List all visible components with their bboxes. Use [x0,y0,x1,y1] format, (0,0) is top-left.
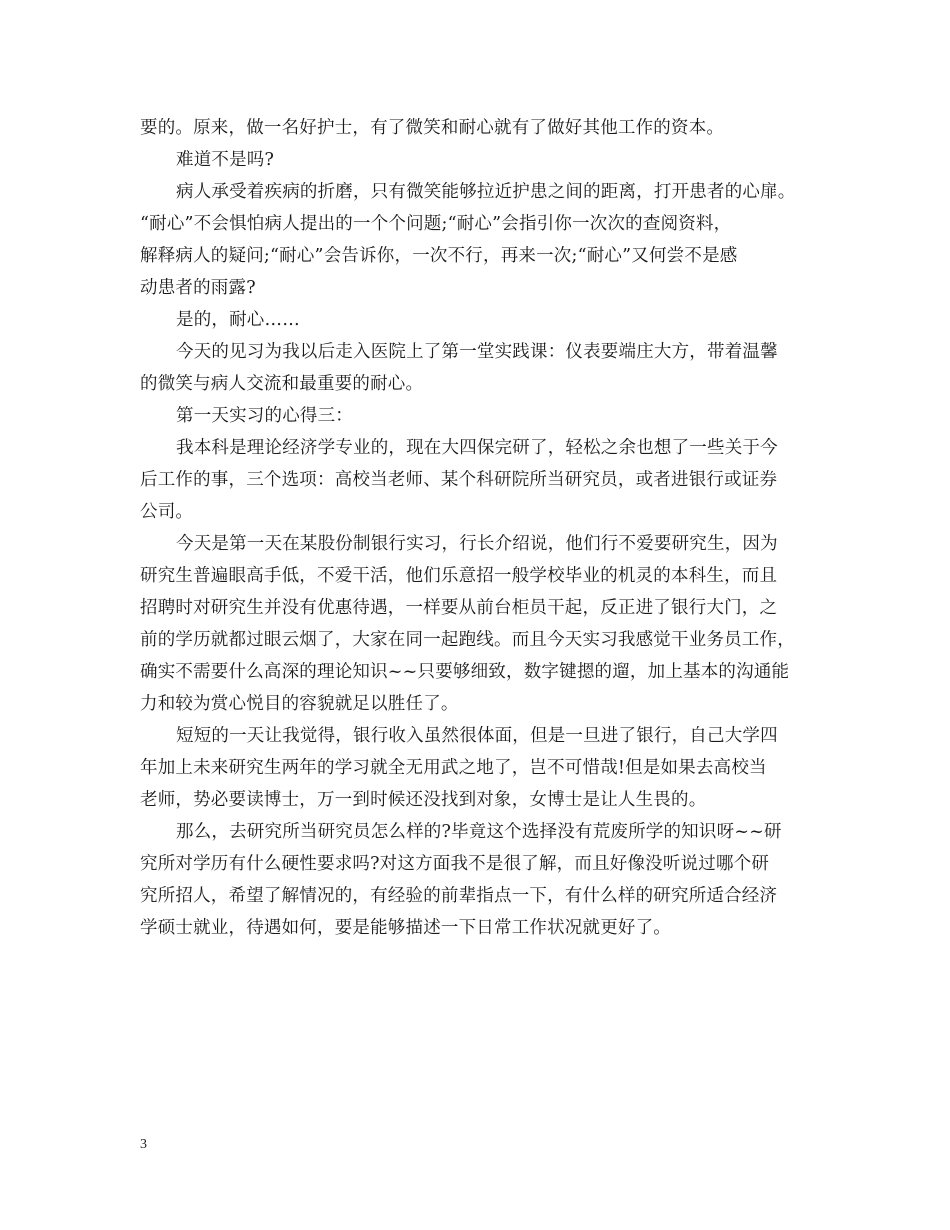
text-line: 力和较为赏心悦目的容貌就足以胜任了。 [140,694,459,714]
text-line: 公司。 [140,502,194,522]
text-line: 解释病人的疑问;“耐心”会告诉你，一次不行，再来一次;“耐心”又何尝不是感 [140,246,738,266]
text-line: 究所对学历有什么硬性要求吗?对这方面我不是很了解，而且好像没听说过哪个研 [140,854,770,874]
text-line: 后工作的事，三个选项：高校当老师、某个科研院所当研究员，或者进银行或证券 [140,470,778,490]
text-line: 前的学历就都过眼云烟了，大家在同一起跑线。而且今天实习我感觉干业务员工作， [140,630,795,650]
document-body [140,112,820,944]
text-line: 动患者的雨露? [140,278,256,298]
text-line: 年加上未来研究生两年的学习就全无用武之地了，岂不可惜哉!但是如果去高校当 [140,758,767,778]
text-line: 短短的一天让我觉得，银行收入虽然很体面，但是一旦进了银行，自己大学四 [176,726,778,746]
text-line: “耐心”不会惧怕病人提出的一个个问题;“耐心”会指引你一次次的查阅资料， [140,214,732,234]
text-line: 老师，势必要读博士，万一到时候还没找到对象，女博士是让人生畏的。 [140,790,707,810]
text-line: 病人承受着疾病的折磨，只有微笑能够拉近护患之间的距离，打开患者的心扉。 [176,182,796,202]
page-number: 3 [140,1137,147,1152]
text-line: 是的，耐心…… [176,310,300,330]
text-line: 今天的见习为我以后走入医院上了第一堂实践课：仪表要端庄大方，带着温馨 [176,342,778,362]
text-line: 难道不是吗? [176,150,275,170]
text-line: 确实不需要什么高深的理论知识~~只要够细致，数字键摁的遛，加上基本的沟通能 [140,662,790,682]
text-line: 要的。原来，做一名好护士，有了微笑和耐心就有了做好其他工作的资本。 [140,118,725,138]
text-line: 研究生普遍眼高手低，不爱干活，他们乐意招一般学校毕业的机灵的本科生，而且 [140,566,778,586]
text-line: 今天是第一天在某股份制银行实习，行长介绍说，他们行不爱要研究生，因为 [176,534,778,554]
text-line: 招聘时对研究生并没有优惠待遇，一样要从前台柜员干起，反正进了银行大门，之 [140,598,778,618]
text-line: 那么，去研究所当研究员怎么样的?毕竟这个选择没有荒废所学的知识呀~~研 [176,822,782,842]
text-line: 的微笑与病人交流和最重要的耐心。 [140,374,424,394]
text-line: 学硕士就业，待遇如何，要是能够描述一下日常工作状况就更好了。 [140,918,671,938]
text-line: 究所招人，希望了解情况的，有经验的前辈指点一下，有什么样的研究所适合经济 [140,886,778,906]
text-line: 第一天实习的心得三： [176,406,353,426]
text-line: 我本科是理论经济学专业的，现在大四保完研了，轻松之余也想了一些关于今 [176,438,778,458]
